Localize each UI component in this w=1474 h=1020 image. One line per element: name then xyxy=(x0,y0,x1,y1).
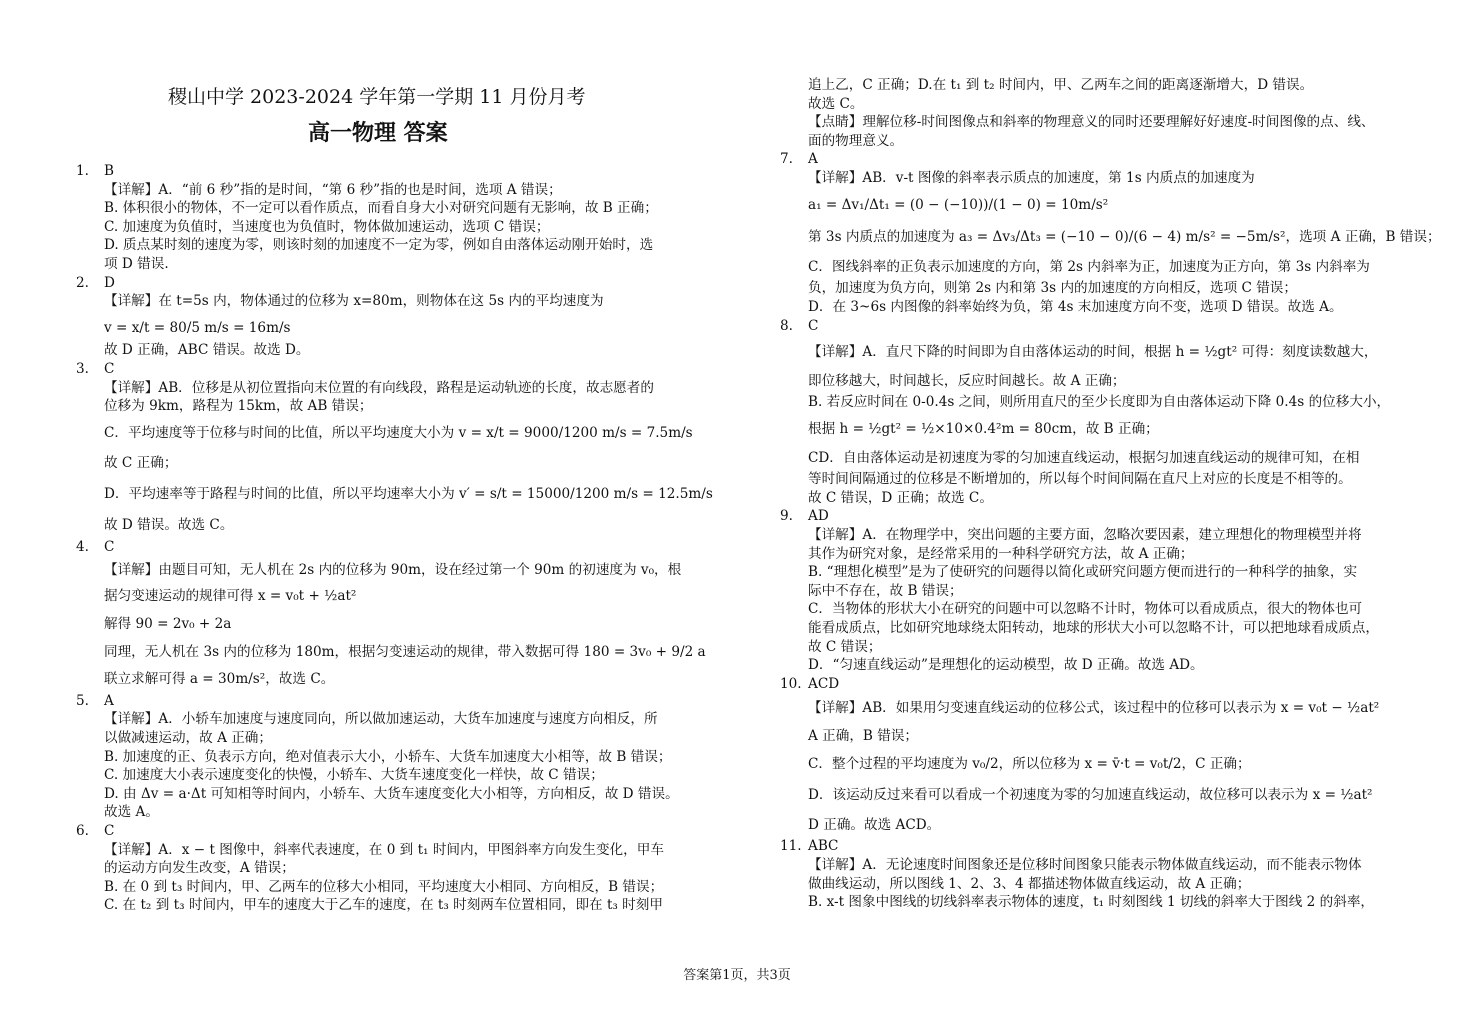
explanation-line: 【详解】AB．位移是从初位置指向末位置的有向线段，路程是运动轨迹的长度，故志愿者的 xyxy=(104,379,654,396)
explanation-line: C．图线斜率的正负表示加速度的方向，第 2s 内斜率为正，加速度为正方向，第 3s 内斜率为 xyxy=(808,258,1370,275)
answer-letter: ABC xyxy=(808,838,839,855)
question-number: 10. xyxy=(780,675,802,692)
explanation-line: 【详解】A．直尺下降的时间即为自由落体运动的时间，根据 h = ½gt² 可得：刻度读数越大， xyxy=(808,344,1378,361)
question-number: 4. xyxy=(76,539,89,556)
explanation-line: 位移为 9km，路程为 15km，故 AB 错误； xyxy=(104,398,373,415)
explanation-line: 负，加速度为负方向，则第 2s 内和第 3s 内的加速度的方向相反，选项 C 错误； xyxy=(808,280,1297,297)
explanation-line: B. 体积很小的物体，不一定可以看作质点，而看自身大小对研究问题有无影响，故 B 正确； xyxy=(104,200,658,217)
answer-letter: C xyxy=(104,539,115,556)
explanation-line: 【点睛】理解位移-时间图像点和斜率的物理意义的同时还要理解好好速度-时间图像的点、线、 xyxy=(808,114,1375,131)
explanation-line: 故 D 错误。故选 C。 xyxy=(104,516,234,533)
explanation-line: 【详解】AB．如果用匀变速直线运动的位移公式，该过程中的位移可以表示为 x = v₀t − ½at² xyxy=(808,700,1380,717)
explanation-line: C．整个过程的平均速度为 v₀/2，所以位移为 x = v̄·t = v₀t/2，C 正确； xyxy=(808,755,1251,772)
explanation-line: C. 加速度为负值时，当速度也为负值时，物体做加速运动，选项 C 错误； xyxy=(104,218,550,235)
question-number: 3. xyxy=(76,361,89,377)
explanation-line: C. 加速度大小表示速度变化的快慢，小轿车、大货车速度变化一样快，故 C 错误； xyxy=(104,767,604,784)
explanation-line: B. x-t 图象中图线的切线斜率表示物体的速度，t₁ 时刻图线 1 切线的斜率大于图线 2 的斜率， xyxy=(808,894,1375,911)
question-number: 6. xyxy=(76,823,89,839)
answer-letter: A xyxy=(104,692,114,709)
answer-letter: C xyxy=(808,317,819,334)
explanation-line: D．平均速率等于路程与时间的比值，所以平均速率大小为 v′ = s/t = 15000/1200 m/s = 12.5m/s xyxy=(104,486,713,502)
explanation-line: v = x/t = 80/5 m/s = 16m/s xyxy=(104,319,291,336)
explanation-line: 【详解】A．小轿车加速度与速度同向，所以做加速运动，大货车加速度与速度方向相反，所 xyxy=(104,711,658,728)
explanation-line: A 正确，B 错误； xyxy=(808,728,919,744)
explanation-line: B. “理想化模型”是为了使研究的问题得以简化或研究问题方便而进行的一种科学的抽象，实 xyxy=(808,564,1358,581)
explanation-line: 同理，无人机在 3s 内的位移为 180m，根据匀变速运动的规律，带入数据可得 180 = 3v₀ + 9/2 a xyxy=(104,643,706,660)
explanation-line: 故 C 正确； xyxy=(104,455,178,472)
explanation-line: D．在 3~6s 内图像的斜率始终为负，第 4s 末加速度方向不变，选项 D 错误。故选 A。 xyxy=(808,299,1343,315)
explanation-line: 故选 C。 xyxy=(808,95,864,112)
answer-letter: C xyxy=(104,823,115,839)
explanation-line: 其作为研究对象，是经常采用的一种科学研究方法，故 A 正确； xyxy=(808,545,1194,562)
explanation-line: 【详解】A．在物理学中，突出问题的主要方面，忽略次要因素，建立理想化的物理模型并将 xyxy=(808,527,1362,543)
answer-letter: C xyxy=(104,361,115,377)
question-number: 9. xyxy=(780,508,793,525)
answer-letter: AD xyxy=(808,508,829,525)
explanation-line: D. 由 Δv = a·Δt 可知相等时间内，小轿车、大货车速度变化大小相等，方向相反，故 D 错误。 xyxy=(104,785,679,802)
explanation-line: 能看成质点，比如研究地球绕太阳转动，地球的形状大小可以忽略不计，可以把地球看成质点， xyxy=(808,620,1379,636)
explanation-line: a₁ = Δv₁/Δt₁ = (0 − (−10))/(1 − 0) = 10m/s² xyxy=(808,196,1109,213)
explanation-line: 故 D 正确，ABC 错误。故选 D。 xyxy=(104,342,310,359)
explanation-line: 以做减速运动，故 A 正确； xyxy=(104,730,272,746)
explanation-line: D．该运动反过来看可以看成一个初速度为零的匀加速直线运动，故位移可以表示为 x = ½at² xyxy=(808,787,1373,804)
explanation-line: 际中不存在，故 B 错误； xyxy=(808,582,963,599)
explanation-line: 【详解】在 t=5s 内，物体通过的位移为 x=80m，则物体在这 5s 内的平均速度为 xyxy=(104,293,604,310)
question-number: 2. xyxy=(76,274,89,291)
page-title: 稷山中学 2023-2024 学年第一学期 11 月份月考 xyxy=(168,86,586,108)
explanation-line: C．当物体的形状大小在研究的问题中可以忽略不计时，物体可以看成质点，很大的物体也可 xyxy=(808,601,1363,618)
explanation-line: 即位移越大，时间越长，反应时间越长。故 A 正确； xyxy=(808,372,1126,389)
explanation-line: 做曲线运动，所以图线 1、2、3、4 都描述物体做直线运动，故 A 正确； xyxy=(808,875,1251,892)
page-footer: 答案第1页，共3页 xyxy=(683,968,791,983)
explanation-line: B. 加速度的正、负表示方向，绝对值表示大小，小轿车、大货车加速度大小相等，故 B 错误； xyxy=(104,748,672,765)
explanation-line: 【详解】A．x − t 图像中，斜率代表速度，在 0 到 t₁ 时间内，甲图斜率方向发生变化，甲车 xyxy=(104,841,664,858)
explanation-line: CD．自由落体运动是初速度为零的匀加速直线运动，根据匀加速直线运动的规律可知，在相 xyxy=(808,449,1360,466)
question-number: 1. xyxy=(76,163,89,179)
explanation-line: 故 C 错误； xyxy=(808,638,882,655)
answer-letter: ACD xyxy=(808,675,840,692)
answer-letter: B xyxy=(104,163,114,179)
explanation-line: 的运动方向发生改变，A 错误； xyxy=(104,860,295,877)
explanation-line: D. 质点某时刻的速度为零，则该时刻的加速度不一定为零，例如自由落体运动刚开始时，选 xyxy=(104,237,654,254)
explanation-line: D 正确。故选 ACD。 xyxy=(808,816,941,833)
explanation-line: C．平均速度等于位移与时间的比值，所以平均速度大小为 v = x/t = 9000/1200 m/s = 7.5m/s xyxy=(104,424,693,441)
explanation-line: C. 在 t₂ 到 t₃ 时间内，甲车的速度大于乙车的速度，在 t₃ 时刻两车位置相同，即在 t₃ 时刻甲 xyxy=(104,897,663,914)
answer-letter: A xyxy=(808,151,818,168)
answer-letter: D xyxy=(104,274,115,291)
explanation-line: 追上乙，C 正确；D.在 t₁ 到 t₂ 时间内，甲、乙两车之间的距离逐渐增大，D 错误。 xyxy=(808,77,1314,93)
explanation-line: 据匀变速运动的规律可得 x = v₀t + ½at² xyxy=(104,588,357,605)
explanation-line: 故选 A。 xyxy=(104,804,159,821)
question-number: 11. xyxy=(780,838,802,855)
explanation-line: 第 3s 内质点的加速度为 a₃ = Δv₃/Δt₃ = (−10 − 0)/(6 − 4) m/s² = −5m/s²，选项 A 正确，B 错误； xyxy=(808,229,1441,246)
explanation-line: B. 若反应时间在 0-0.4s 之间，则所用直尺的至少长度即为自由落体运动下降 0.4s 的位移大小， xyxy=(808,394,1391,411)
explanation-line: 项 D 错误. xyxy=(104,256,169,272)
explanation-line: 面的物理意义。 xyxy=(808,132,904,149)
page-subtitle: 高一物理 答案 xyxy=(308,121,448,146)
explanation-line: 解得 90 = 2v₀ + 2a xyxy=(104,616,232,632)
explanation-line: 联立求解可得 a = 30m/s²，故选 C。 xyxy=(104,671,335,688)
explanation-line: 【详解】A．“前 6 秒”指的是时间，“第 6 秒”指的也是时间，选项 A 错误； xyxy=(104,181,562,198)
explanation-line: D．“匀速直线运动”是理想化的运动模型，故 D 正确。故选 AD。 xyxy=(808,657,1204,674)
question-number: 5. xyxy=(76,692,89,709)
question-number: 7. xyxy=(780,151,793,168)
explanation-line: 【详解】由题目可知，无人机在 2s 内的位移为 90m，设在经过第一个 90m 的初速度为 v₀，根 xyxy=(104,561,682,578)
explanation-line: 等时间间隔通过的位移是不断增加的，所以每个时间间隔在直尺上对应的长度是不相等的。 xyxy=(808,471,1352,488)
explanation-line: 故 C 错误，D 正确；故选 C。 xyxy=(808,489,993,506)
explanation-line: 根据 h = ½gt² = ½×10×0.4²m = 80cm，故 B 正确； xyxy=(808,421,1159,437)
explanation-line: 【详解】A．无论速度时间图象还是位移时间图象只能表示物体做直线运动，而不能表示物体 xyxy=(808,857,1362,873)
explanation-line: B. 在 0 到 t₃ 时间内，甲、乙两车的位移大小相同，平均速度大小相同、方向相反，B 错误； xyxy=(104,878,664,895)
question-number: 8. xyxy=(780,317,793,334)
explanation-line: 【详解】AB．v-t 图像的斜率表示质点的加速度，第 1s 内质点的加速度为 xyxy=(808,170,1255,186)
